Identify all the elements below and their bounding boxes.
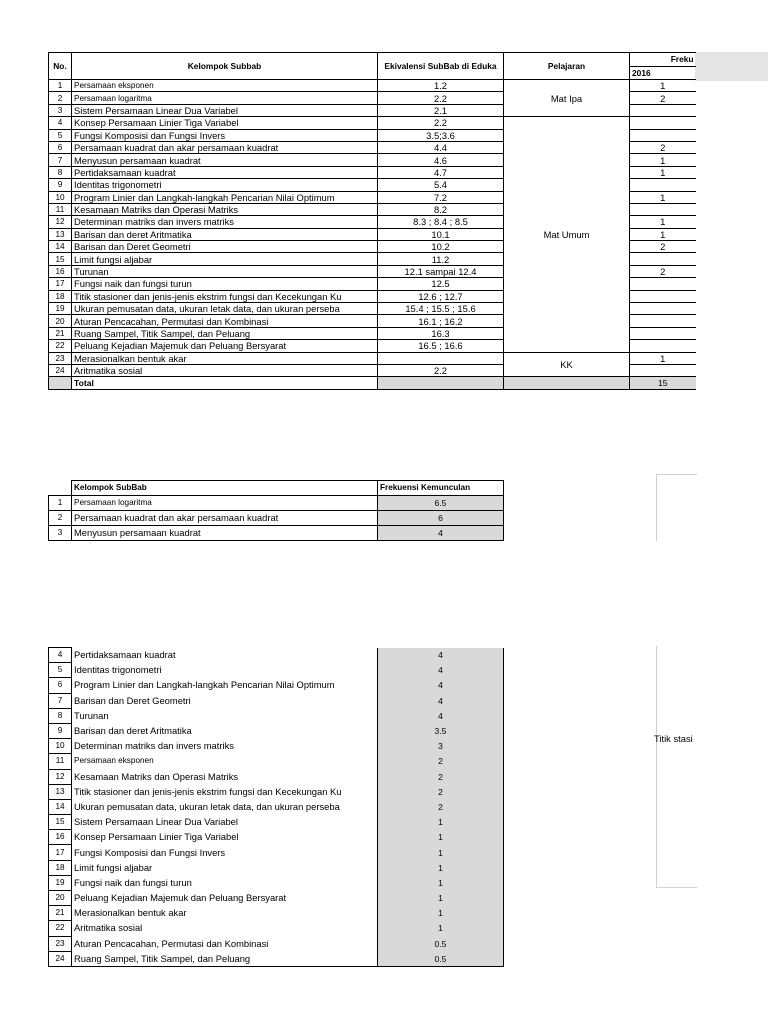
ranking-row — [49, 860, 504, 875]
ranking-row — [49, 511, 504, 526]
ranking-subbab-name: Persamaan kuadrat dan akar persamaan kuadrat — [72, 511, 378, 526]
row-number: 18 — [49, 290, 72, 302]
ranking-subbab-name: Determinan matriks dan invers matriks — [72, 739, 378, 754]
ranking-frequency: 2 — [378, 769, 504, 784]
ranking-row — [49, 875, 504, 890]
row-number: 10 — [49, 191, 72, 203]
frequency-2016 — [630, 129, 696, 141]
subbab-name: Fungsi Komposisi dan Fungsi Invers — [72, 129, 378, 141]
ranking-number: 1 — [49, 496, 72, 511]
ekivalensi-value: 12.6 ; 12.7 — [378, 290, 504, 302]
ekivalensi-value: 2.2 — [378, 117, 504, 129]
frequency-2016: 2 — [630, 141, 696, 153]
sheet-edge-fill — [695, 52, 768, 81]
ekivalensi-value: 16.5 ; 16.6 — [378, 340, 504, 352]
row-number: 20 — [49, 315, 72, 327]
ranking-subbab-name: Merasionalkan bentuk akar — [72, 906, 378, 921]
row-number: 13 — [49, 228, 72, 240]
ranking-subbab-name: Identitas trigonometri — [72, 663, 378, 678]
ranking-frequency: 2 — [378, 754, 504, 769]
ranking-number: 10 — [49, 739, 72, 754]
subbab-name: Kesamaan Matriks dan Operasi Matriks — [72, 203, 378, 215]
ranking-subbab-name: Aturan Pencacahan, Permutasi dan Kombinasi — [72, 936, 378, 951]
ranking-row — [49, 693, 504, 708]
ekivalensi-value: 3.5;3.6 — [378, 129, 504, 141]
ranking-frequency: 4 — [378, 678, 504, 693]
ekivalensi-value: 5.4 — [378, 179, 504, 191]
ranking-subbab-name: Limit fungsi aljabar — [72, 860, 378, 875]
ranking-frequency: 4 — [378, 663, 504, 678]
row-number: 14 — [49, 241, 72, 253]
table-row — [49, 352, 696, 364]
row-number: 17 — [49, 278, 72, 290]
ranking-frequency: 2 — [378, 784, 504, 799]
row-number: 9 — [49, 179, 72, 191]
ranking-number: 20 — [49, 891, 72, 906]
frequency-2016: 1 — [630, 191, 696, 203]
ranking-table-continued — [48, 647, 504, 967]
ranking-row — [49, 739, 504, 754]
frequency-2016 — [630, 117, 696, 129]
row-number: 5 — [49, 129, 72, 141]
total-no — [49, 377, 72, 389]
ranking-number: 11 — [49, 754, 72, 769]
ranking-number: 22 — [49, 921, 72, 936]
ekivalensi-value: 15.4 ; 15.5 ; 15.6 — [378, 303, 504, 315]
row-number: 1 — [49, 80, 72, 92]
ekivalensi-value: 2.2 — [378, 92, 504, 104]
chart-frame-top — [656, 474, 697, 541]
row-number: 15 — [49, 253, 72, 265]
ranking-frequency: 1 — [378, 921, 504, 936]
ranking-number: 18 — [49, 860, 72, 875]
ranking-subbab-name: Program Linier dan Langkah-langkah Pencarian Nilai Optimum — [72, 678, 378, 693]
ranking-header-blank — [49, 481, 72, 496]
ranking-subbab-name: Ukuran pemusatan data, ukuran letak data, dan ukuran perseba — [72, 799, 378, 814]
subbab-name: Identitas trigonometri — [72, 179, 378, 191]
row-number: 2 — [49, 92, 72, 104]
ranking-frequency: 4 — [378, 693, 504, 708]
ranking-row — [49, 526, 504, 541]
total-pelajaran — [504, 377, 630, 389]
ranking-row — [49, 648, 504, 663]
ranking-number: 8 — [49, 708, 72, 723]
row-number: 19 — [49, 303, 72, 315]
frequency-2016: 1 — [630, 228, 696, 240]
frequency-2016 — [630, 253, 696, 265]
ekivalensi-value — [378, 352, 504, 364]
ekivalensi-value: 4.6 — [378, 154, 504, 166]
header-frekuensi: Freku — [630, 53, 696, 67]
frequency-2016: 2 — [630, 92, 696, 104]
subbab-name: Barisan dan Deret Geometri — [72, 241, 378, 253]
row-number: 8 — [49, 166, 72, 178]
ranking-number: 19 — [49, 875, 72, 890]
ranking-frequency: 4 — [378, 708, 504, 723]
pelajaran-kk: KK — [504, 352, 630, 377]
subbab-name: Ukuran pemusatan data, ukuran letak data, dan ukuran perseba — [72, 303, 378, 315]
ranking-subbab-name: Barisan dan deret Aritmatika — [72, 723, 378, 738]
ranking-row — [49, 663, 504, 678]
ranking-subbab-name: Persamaan eksponen — [72, 754, 378, 769]
header-ekivalensi: Ekivalensi SubBab di Eduka — [378, 53, 504, 80]
ranking-frequency: 1 — [378, 875, 504, 890]
ranking-header-frekuensi: Frekuensi Kemunculan — [378, 481, 504, 496]
ekivalensi-value: 16.1 ; 16.2 — [378, 315, 504, 327]
ekivalensi-value: 8.3 ; 8.4 ; 8.5 — [378, 216, 504, 228]
ranking-number: 13 — [49, 784, 72, 799]
frequency-table — [48, 52, 696, 390]
ranking-frequency: 3.5 — [378, 723, 504, 738]
ranking-row — [49, 708, 504, 723]
ranking-row — [49, 951, 504, 966]
ekivalensi-value: 7.2 — [378, 191, 504, 203]
total-row — [49, 377, 696, 389]
ranking-table-top — [48, 480, 504, 541]
ranking-subbab-name: Titik stasioner dan jenis-jenis ekstrim fungsi dan Kecekungan Ku — [72, 784, 378, 799]
subbab-name: Persamaan eksponen — [72, 80, 378, 92]
ranking-frequency: 1 — [378, 891, 504, 906]
frequency-2016: 2 — [630, 265, 696, 277]
table-row — [49, 80, 696, 92]
ranking-frequency: 1 — [378, 845, 504, 860]
ranking-subbab-name: Peluang Kejadian Majemuk dan Peluang Bersyarat — [72, 891, 378, 906]
ranking-number: 5 — [49, 663, 72, 678]
ranking-number: 9 — [49, 723, 72, 738]
frequency-2016 — [630, 340, 696, 352]
frequency-2016: 1 — [630, 80, 696, 92]
frequency-2016: 1 — [630, 352, 696, 364]
ranking-row — [49, 799, 504, 814]
frequency-2016 — [630, 104, 696, 116]
ekivalensi-value: 8.2 — [378, 203, 504, 215]
row-number: 24 — [49, 364, 72, 376]
row-number: 11 — [49, 203, 72, 215]
ranking-subbab-name: Fungsi naik dan fungsi turun — [72, 875, 378, 890]
subbab-name: Sistem Persamaan Linear Dua Variabel — [72, 104, 378, 116]
ranking-row — [49, 845, 504, 860]
ranking-subbab-name: Konsep Persamaan Linier Tiga Variabel — [72, 830, 378, 845]
ranking-frequency: 1 — [378, 860, 504, 875]
ranking-subbab-name: Sistem Persamaan Linear Dua Variabel — [72, 815, 378, 830]
frequency-2016 — [630, 303, 696, 315]
ekivalensi-value: 12.5 — [378, 278, 504, 290]
total-eki — [378, 377, 504, 389]
subbab-name: Pertidaksamaan kuadrat — [72, 166, 378, 178]
ranking-number: 21 — [49, 906, 72, 921]
ekivalensi-value: 4.4 — [378, 141, 504, 153]
ranking-row — [49, 723, 504, 738]
subbab-name: Limit fungsi aljabar — [72, 253, 378, 265]
ranking-frequency: 4 — [378, 526, 504, 541]
ranking-subbab-name: Pertidaksamaan kuadrat — [72, 648, 378, 663]
ranking-number: 15 — [49, 815, 72, 830]
ranking-frequency: 3 — [378, 739, 504, 754]
frequency-2016 — [630, 364, 696, 376]
frequency-2016 — [630, 203, 696, 215]
ekivalensi-value: 11.2 — [378, 253, 504, 265]
header-year: 2016 — [630, 66, 696, 80]
ekivalensi-value: 10.2 — [378, 241, 504, 253]
subbab-name: Persamaan kuadrat dan akar persamaan kuadrat — [72, 141, 378, 153]
row-number: 12 — [49, 216, 72, 228]
ranking-subbab-name: Barisan dan Deret Geometri — [72, 693, 378, 708]
subbab-name: Merasionalkan bentuk akar — [72, 352, 378, 364]
total-label: Total — [72, 377, 378, 389]
subbab-name: Turunan — [72, 265, 378, 277]
total-frequency: 15 — [630, 377, 696, 389]
ranking-row — [49, 906, 504, 921]
subbab-name: Ruang Sampel, Titik Sampel, dan Peluang — [72, 327, 378, 339]
ranking-row — [49, 496, 504, 511]
row-number: 3 — [49, 104, 72, 116]
ekivalensi-value: 2.2 — [378, 364, 504, 376]
subbab-name: Peluang Kejadian Majemuk dan Peluang Bersyarat — [72, 340, 378, 352]
ranking-subbab-name: Kesamaan Matriks dan Operasi Matriks — [72, 769, 378, 784]
frequency-2016: 1 — [630, 216, 696, 228]
ekivalensi-value: 1.2 — [378, 80, 504, 92]
ranking-row — [49, 678, 504, 693]
subbab-name: Aturan Pencacahan, Permutasi dan Kombinasi — [72, 315, 378, 327]
ranking-row — [49, 830, 504, 845]
ranking-frequency: 1 — [378, 906, 504, 921]
ekivalensi-value: 10.1 — [378, 228, 504, 240]
ranking-row — [49, 754, 504, 769]
ranking-frequency: 4 — [378, 648, 504, 663]
subbab-name: Titik stasioner dan jenis-jenis ekstrim fungsi dan Kecekungan Ku — [72, 290, 378, 302]
ranking-subbab-name: Persamaan logaritma — [72, 496, 378, 511]
frequency-2016 — [630, 179, 696, 191]
frequency-2016: 1 — [630, 166, 696, 178]
ranking-number: 4 — [49, 648, 72, 663]
pelajaran-mat-umum: Mat Umum — [504, 117, 630, 352]
ranking-frequency: 1 — [378, 830, 504, 845]
ranking-frequency: 2 — [378, 799, 504, 814]
ranking-subbab-name: Menyusun persamaan kuadrat — [72, 526, 378, 541]
ranking-number: 23 — [49, 936, 72, 951]
row-number: 7 — [49, 154, 72, 166]
ranking-row — [49, 784, 504, 799]
ranking-number: 12 — [49, 769, 72, 784]
ranking-number: 6 — [49, 678, 72, 693]
frequency-2016 — [630, 315, 696, 327]
ranking-row — [49, 815, 504, 830]
ekivalensi-value: 16.3 — [378, 327, 504, 339]
ranking-row — [49, 921, 504, 936]
ranking-number: 2 — [49, 511, 72, 526]
ranking-number: 7 — [49, 693, 72, 708]
subbab-name: Program Linier dan Langkah-langkah Pencarian Nilai Optimum — [72, 191, 378, 203]
ranking-subbab-name: Aritmatika sosial — [72, 921, 378, 936]
subbab-name: Fungsi naik dan fungsi turun — [72, 278, 378, 290]
header-pelajaran: Pelajaran — [504, 53, 630, 80]
ranking-number: 16 — [49, 830, 72, 845]
subbab-name: Determinan matriks dan invers matriks — [72, 216, 378, 228]
row-number: 23 — [49, 352, 72, 364]
subbab-name: Aritmatika sosial — [72, 364, 378, 376]
row-number: 4 — [49, 117, 72, 129]
ranking-number: 24 — [49, 951, 72, 966]
ranking-subbab-name: Fungsi Komposisi dan Fungsi Invers — [72, 845, 378, 860]
frequency-2016: 1 — [630, 154, 696, 166]
chart-label-fragment: Titik stasi — [654, 733, 693, 744]
row-number: 16 — [49, 265, 72, 277]
header-kelompok-subbab: Kelompok Subbab — [72, 53, 378, 80]
ekivalensi-value: 4.7 — [378, 166, 504, 178]
ranking-row — [49, 769, 504, 784]
ranking-row — [49, 936, 504, 951]
ekivalensi-value: 12.1 sampai 12.4 — [378, 265, 504, 277]
ranking-frequency: 6.5 — [378, 496, 504, 511]
frequency-2016 — [630, 327, 696, 339]
ranking-frequency: 6 — [378, 511, 504, 526]
ranking-number: 3 — [49, 526, 72, 541]
ranking-frequency: 1 — [378, 815, 504, 830]
table-row — [49, 117, 696, 129]
frequency-2016 — [630, 278, 696, 290]
subbab-name: Persamaan logaritma — [72, 92, 378, 104]
subbab-name: Menyusun persamaan kuadrat — [72, 154, 378, 166]
row-number: 21 — [49, 327, 72, 339]
frequency-2016: 2 — [630, 241, 696, 253]
ranking-frequency: 0.5 — [378, 951, 504, 966]
ranking-subbab-name: Ruang Sampel, Titik Sampel, dan Peluang — [72, 951, 378, 966]
ranking-header-kelompok: Kelompok SubBab — [72, 481, 378, 496]
subbab-name: Barisan dan deret Aritmatika — [72, 228, 378, 240]
frequency-2016 — [630, 290, 696, 302]
ranking-frequency: 0.5 — [378, 936, 504, 951]
subbab-name: Konsep Persamaan Linier Tiga Variabel — [72, 117, 378, 129]
row-number: 6 — [49, 141, 72, 153]
chart-frame-bottom — [656, 646, 697, 888]
header-no: No. — [49, 53, 72, 80]
ranking-number: 17 — [49, 845, 72, 860]
row-number: 22 — [49, 340, 72, 352]
ranking-row — [49, 891, 504, 906]
pelajaran-mat-ipa: Mat Ipa — [504, 80, 630, 117]
ranking-number: 14 — [49, 799, 72, 814]
ekivalensi-value: 2.1 — [378, 104, 504, 116]
ranking-subbab-name: Turunan — [72, 708, 378, 723]
